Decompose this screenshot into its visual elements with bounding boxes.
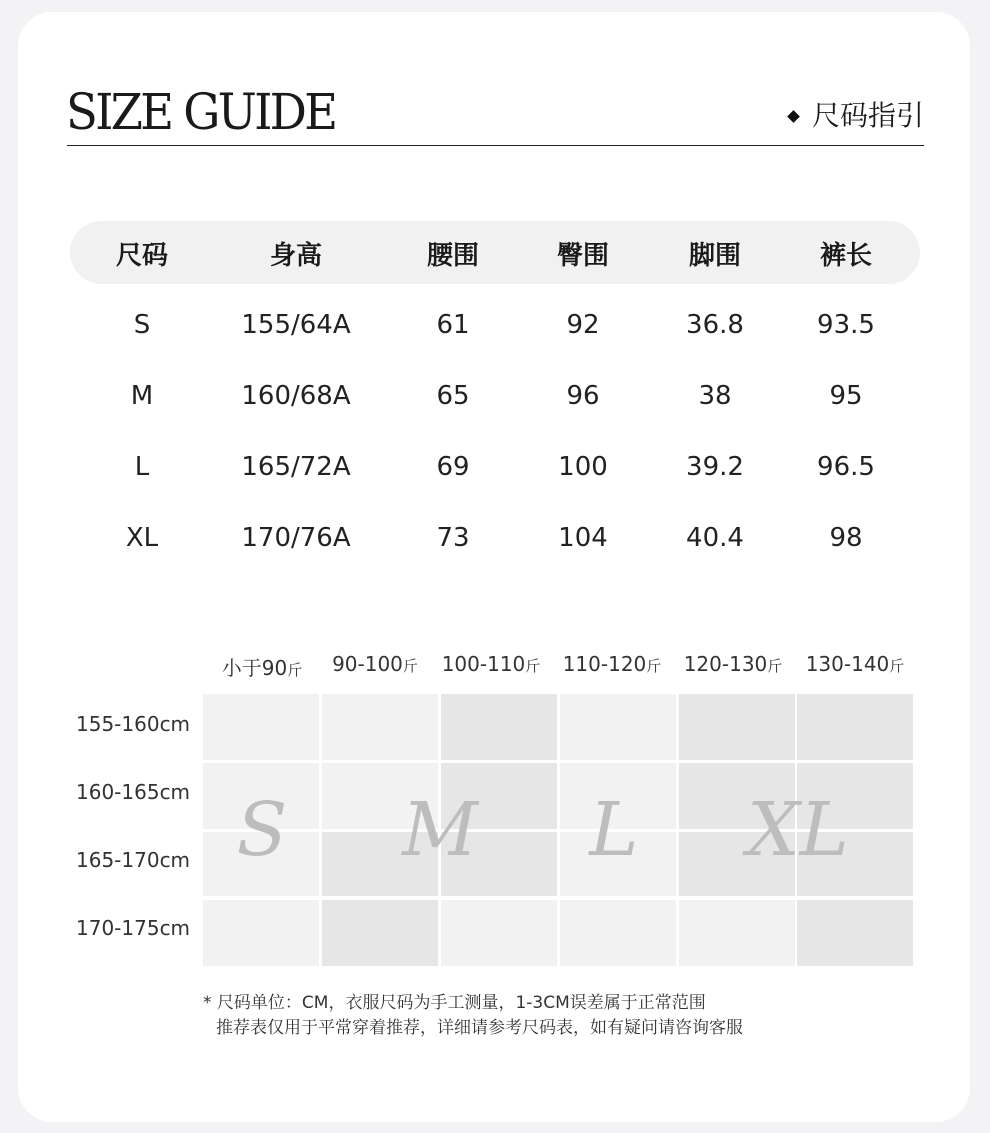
grid-cell bbox=[560, 694, 676, 760]
note-line-2: 推荐表仅用于平常穿着推荐，详细请参考尺码表，如有疑问请咨询客服 bbox=[216, 1018, 743, 1038]
height-row-label: 155-160cm bbox=[76, 712, 191, 736]
subtitle-text: 尺码指引 bbox=[811, 99, 924, 132]
height-row-label: 165-170cm bbox=[76, 848, 191, 872]
grid-cell bbox=[441, 900, 557, 966]
table-cell: 95 bbox=[829, 381, 863, 411]
size-letter-s: S bbox=[236, 787, 288, 873]
column-header: 身高 bbox=[269, 241, 323, 271]
table-cell: 65 bbox=[436, 381, 470, 411]
table-cell: 93.5 bbox=[817, 310, 875, 340]
table-cell: 155/64A bbox=[241, 310, 351, 340]
weight-column-label: 小于90斤 bbox=[221, 656, 303, 680]
weight-column-label: 120-130斤 bbox=[683, 652, 783, 676]
table-cell: 170/76A bbox=[241, 523, 351, 553]
column-header: 尺码 bbox=[115, 241, 169, 271]
table-cell: 69 bbox=[436, 452, 470, 482]
table-cell: 36.8 bbox=[686, 310, 744, 340]
grid-cell bbox=[441, 694, 557, 760]
table-cell: 96 bbox=[566, 381, 600, 411]
size-letter-m: M bbox=[402, 787, 478, 873]
table-cell: 73 bbox=[436, 523, 470, 553]
table-cell: 100 bbox=[558, 452, 608, 482]
note-line-1: * 尺码单位：CM，衣服尺码为手工测量，1-3CM误差属于正常范围 bbox=[203, 993, 706, 1013]
column-header: 腰围 bbox=[426, 241, 480, 271]
column-header: 臀围 bbox=[556, 241, 610, 271]
size-letter-l: L bbox=[589, 787, 639, 873]
table-cell: 96.5 bbox=[817, 452, 875, 482]
height-row-label: 170-175cm bbox=[76, 916, 191, 940]
table-cell: L bbox=[134, 452, 150, 482]
title-divider bbox=[67, 145, 924, 146]
table-cell: 98 bbox=[829, 523, 863, 553]
weight-column-label: 100-110斤 bbox=[441, 652, 541, 676]
table-cell: 165/72A bbox=[241, 452, 351, 482]
grid-cell bbox=[679, 694, 795, 760]
weight-column-label: 130-140斤 bbox=[805, 652, 905, 676]
table-cell: S bbox=[133, 310, 151, 340]
grid-cell bbox=[203, 900, 319, 966]
table-cell: 40.4 bbox=[686, 523, 744, 553]
grid-cell bbox=[679, 900, 795, 966]
table-header-bar bbox=[70, 221, 920, 284]
table-cell: 39.2 bbox=[686, 452, 744, 482]
grid-cell bbox=[322, 900, 438, 966]
table-cell: M bbox=[130, 381, 154, 411]
table-cell: 160/68A bbox=[241, 381, 351, 411]
grid-cell bbox=[203, 694, 319, 760]
weight-column-label: 90-100斤 bbox=[332, 652, 418, 676]
page-subtitle bbox=[789, 96, 924, 136]
column-header: 脚围 bbox=[688, 241, 742, 271]
grid-cell bbox=[797, 900, 913, 966]
height-row-label: 160-165cm bbox=[76, 780, 191, 804]
grid-cell bbox=[560, 900, 676, 966]
grid-cell bbox=[797, 694, 913, 760]
grid-cell bbox=[322, 694, 438, 760]
table-cell: 104 bbox=[558, 523, 608, 553]
page-title: SIZE GUIDE bbox=[66, 83, 336, 141]
column-header: 裤长 bbox=[819, 241, 873, 271]
table-cell: XL bbox=[125, 523, 159, 553]
diamond-icon bbox=[787, 110, 800, 123]
table-cell: 61 bbox=[436, 310, 470, 340]
table-cell: 38 bbox=[698, 381, 732, 411]
size-letter-xl: XL bbox=[747, 787, 849, 873]
weight-column-label: 110-120斤 bbox=[562, 652, 662, 676]
table-cell: 92 bbox=[566, 310, 600, 340]
